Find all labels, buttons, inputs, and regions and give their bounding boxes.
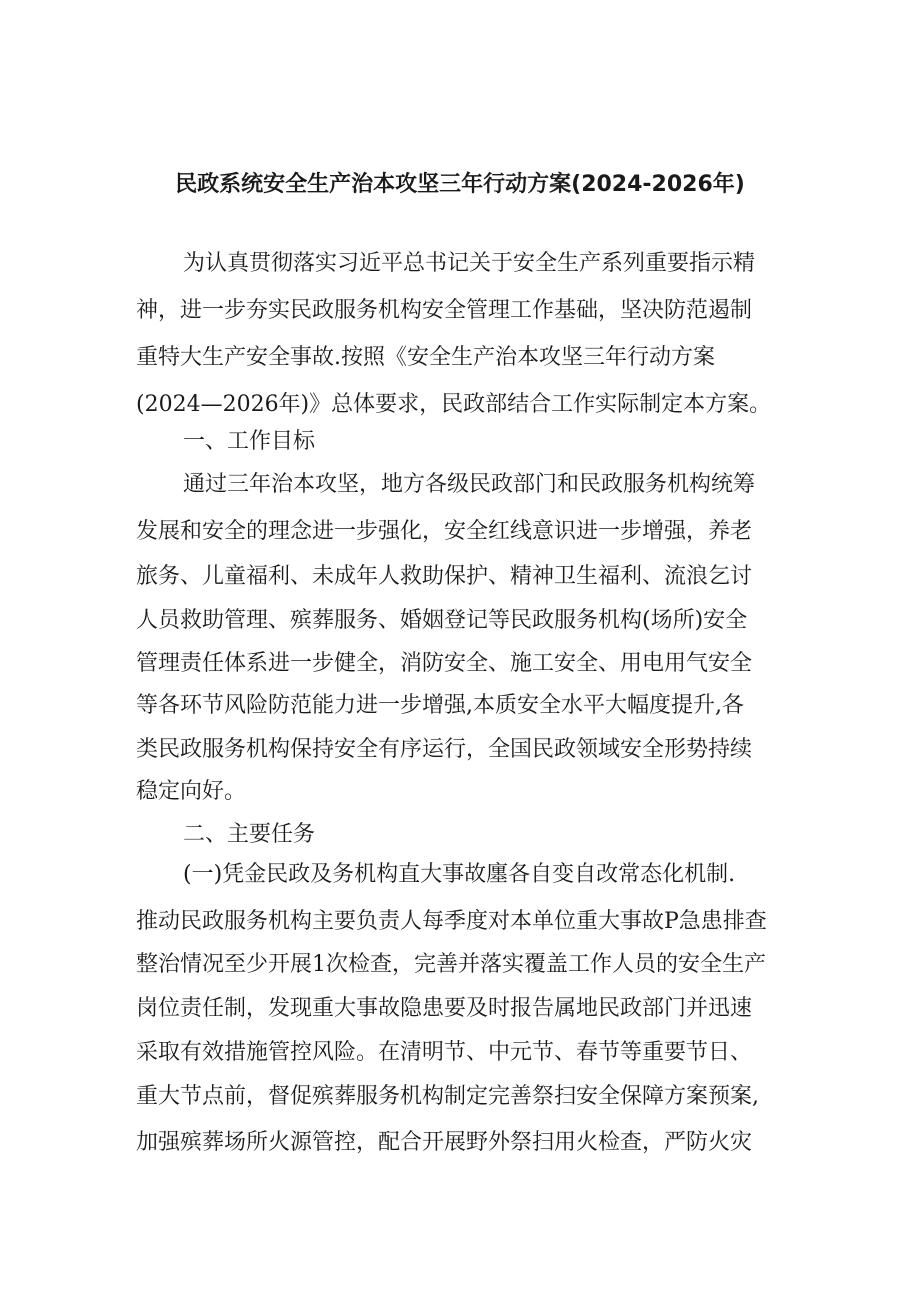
intro-line: (2024—2026年)》总体要求，民政部结合工作实际制定本方案。: [136, 392, 772, 417]
section1-line: 等各环节风险防范能力进一步增强,本质安全水平大幅度提升,各: [136, 693, 744, 718]
section1-line: 通过三年治本攻坚，地方各级民政部门和民政服务机构统筹: [183, 472, 756, 497]
section2-line: 重大节点前，督促殡葬服务机构制定完善祭扫安全保障方案预案,: [136, 1084, 759, 1109]
section2-line: 整治情况至少开展1次检查，完善并落实覆盖工作人员的安全生产: [136, 952, 766, 977]
document-title: 民政系统安全生产治本攻坚三年行动方案(2024-2026年): [175, 172, 745, 197]
section1-line: 人员救助管理、殡葬服务、婚姻登记等民政服务机构(场所)安全: [136, 608, 748, 633]
intro-line: 重特大生产安全事故.按照《安全生产治本攻坚三年行动方案: [136, 345, 715, 370]
section1-line: 稳定向好。: [136, 779, 247, 804]
section2-line: 推动民政服务机构主要负责人每季度对本单位重大事故P急患排查: [136, 909, 767, 934]
section1-line: 旅务、儿童福利、未成年人救助保护、精神卫生福利、流浪乞讨: [136, 564, 753, 589]
intro-line: 为认真贯彻落实习近平总书记关于安全生产系列重要指示精: [183, 251, 756, 276]
section-heading-goals: 一、工作目标: [183, 429, 316, 454]
section2-line: 采取有效措施管控风险。在清明节、中元节、春节等重要节日、: [136, 1040, 753, 1065]
section1-line: 发展和安全的理念进一步强化，安全红线意识进一步增强，养老: [136, 519, 753, 544]
section2-line: 加强殡葬场所火源管控，配合开展野外祭扫用火检查，严防火灾: [136, 1130, 753, 1155]
section2-line: (一)凭金民政及务机构直大事故廛各自变自改常态化机制.: [183, 862, 736, 887]
section-heading-tasks: 二、主要任务: [183, 822, 316, 847]
intro-line: 神，进一步夯实民政服务机构安全管理工作基础，坚决防范遏制: [136, 298, 753, 323]
section2-line: 岗位责任制，发现重大事故隐患要及时报告属地民政部门并迅速: [136, 996, 753, 1021]
section1-line: 管理责任体系进一步健全，消防安全、施工安全、用电用气安全: [136, 651, 753, 676]
section1-line: 类民政服务机构保持安全有序运行，全国民政领域安全形势持续: [136, 737, 753, 762]
